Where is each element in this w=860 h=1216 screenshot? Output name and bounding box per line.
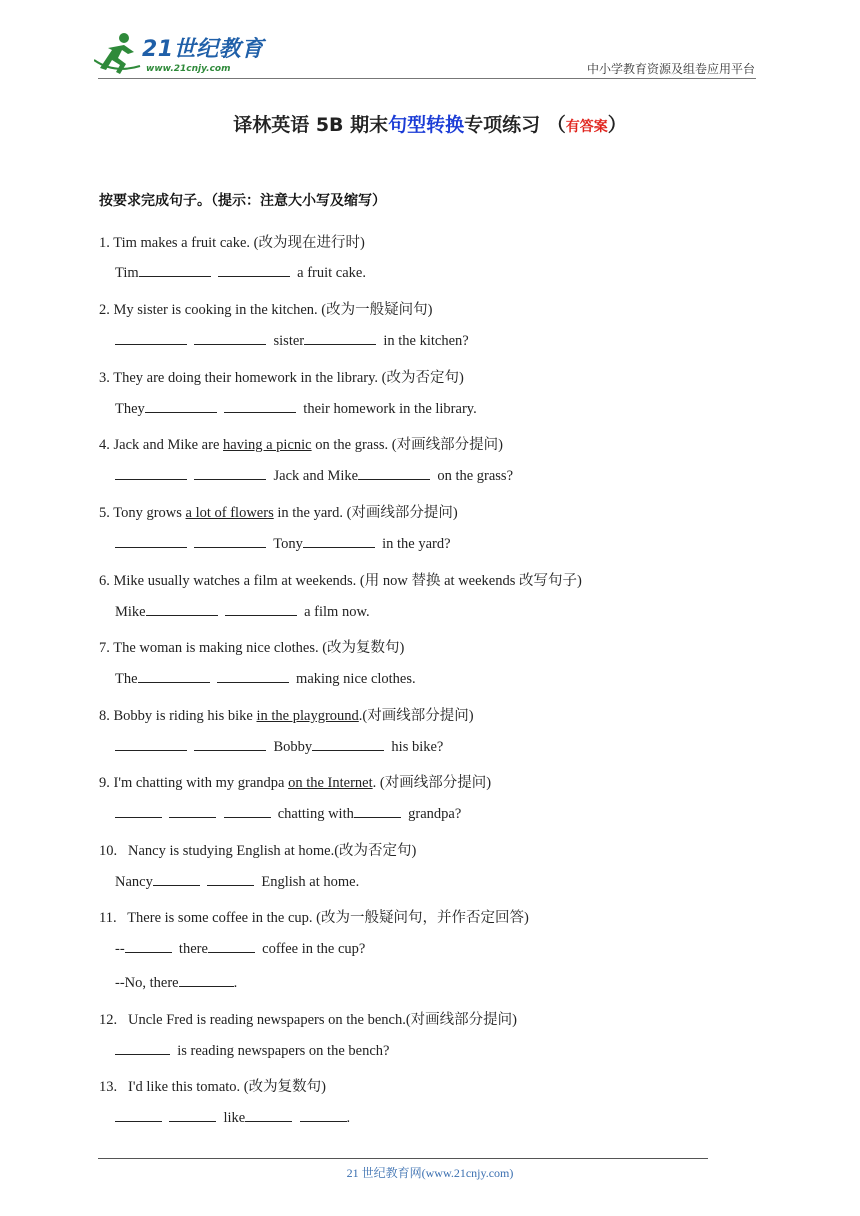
answer-11-reply — [115, 974, 237, 992]
answer-text: Tony — [273, 536, 303, 552]
blank[interactable] — [115, 1042, 170, 1055]
blank[interactable] — [300, 1109, 347, 1122]
question-text: 9. I'm chatting with my grandpa — [99, 775, 289, 791]
answer-text: there — [178, 941, 208, 957]
question-3: 3. They are doing their homework in the library. (改为否定句) — [99, 370, 464, 386]
answer-8 — [115, 738, 443, 756]
blank[interactable] — [153, 873, 200, 886]
question-6: 6. Mike usually watches a film at weekends. (用 now 替换 at weekends 改写句子) — [99, 573, 582, 589]
blank[interactable] — [169, 1109, 216, 1122]
answer-11 — [115, 940, 365, 958]
blank[interactable] — [115, 467, 187, 480]
question-text: . (对画线部分提问) — [372, 775, 492, 791]
answer-9 — [115, 805, 461, 823]
answer-1 — [115, 264, 366, 282]
blank[interactable] — [217, 670, 289, 683]
blank[interactable] — [218, 264, 290, 277]
blank[interactable] — [125, 940, 172, 953]
question-2: 2. My sister is cooking in the kitchen. (改为一般疑问句) — [99, 302, 433, 318]
blank[interactable] — [224, 805, 271, 818]
underlined-phrase: having a picnic — [223, 437, 312, 453]
answer-text: --No, there — [115, 975, 179, 991]
blank[interactable] — [115, 535, 187, 548]
blank[interactable] — [115, 1109, 162, 1122]
page-header — [0, 0, 860, 80]
question-8 — [99, 704, 474, 725]
answer-text: . — [346, 1110, 351, 1126]
question-text: .(对画线部分提问) — [358, 708, 474, 724]
answer-text: . — [233, 975, 238, 991]
title-part-1: 译林英语 5B 期末 — [233, 114, 389, 136]
answer-text: grandpa? — [408, 806, 462, 822]
answer-text: Bobby — [273, 739, 313, 755]
blank[interactable] — [115, 332, 187, 345]
blank[interactable] — [354, 805, 401, 818]
answer-10 — [115, 873, 359, 891]
blank[interactable] — [169, 805, 216, 818]
answer-text: making nice clothes. — [296, 671, 416, 687]
answer-text: in the kitchen? — [383, 333, 469, 349]
answer-2 — [115, 332, 469, 350]
blank[interactable] — [225, 603, 297, 616]
question-11: 11. There is some coffee in the cup. (改为一般疑问句，并作否定回答) — [99, 910, 529, 926]
question-13: 13. I'd like this tomato. (改为复数句) — [99, 1079, 326, 1095]
logo-url: www.21cnjy.com — [146, 64, 231, 74]
answer-text: his bike? — [391, 739, 444, 755]
answer-text: a film now. — [304, 604, 370, 620]
blank[interactable] — [194, 738, 266, 751]
question-4 — [99, 433, 503, 454]
title-highlight: 句型转换 — [388, 114, 465, 136]
answer-text: They — [115, 401, 145, 417]
answer-4 — [115, 467, 513, 485]
answer-text: Jack and Mike — [273, 468, 359, 484]
platform-name: 中小学教育资源及组卷应用平台 — [586, 62, 755, 76]
blank[interactable] — [245, 1109, 292, 1122]
answer-text: their homework in the library. — [303, 401, 477, 417]
answer-13 — [115, 1109, 350, 1127]
answer-text: Nancy — [115, 874, 153, 890]
answer-text: chatting with — [277, 806, 354, 822]
footer-divider — [98, 1158, 708, 1159]
logo-text: 21世纪教育 — [142, 37, 264, 62]
answer-text: coffee in the cup? — [262, 941, 366, 957]
question-12: 12. Uncle Fred is reading newspapers on the bench.(对画线部分提问) — [99, 1012, 517, 1028]
blank[interactable] — [139, 264, 211, 277]
blank[interactable] — [207, 873, 254, 886]
answer-text: English at home. — [261, 874, 360, 890]
footer-link[interactable]: 21 世纪教育网(www.21cnjy.com) — [346, 1166, 514, 1180]
answer-text: Mike — [115, 604, 146, 620]
blank[interactable] — [208, 940, 255, 953]
answer-6 — [115, 603, 370, 621]
blank[interactable] — [146, 603, 218, 616]
answer-text: The — [115, 671, 138, 687]
question-text: 4. Jack and Mike are — [99, 437, 224, 453]
answer-text: in the yard? — [382, 536, 451, 552]
question-1: 1. Tim makes a fruit cake. (改为现在进行时) — [99, 235, 365, 251]
question-7: 7. The woman is making nice clothes. (改为复数句) — [99, 640, 405, 656]
answer-12 — [115, 1042, 389, 1060]
blank[interactable] — [304, 332, 376, 345]
underlined-phrase: on the Internet — [288, 775, 373, 791]
title-answer-note: 有答案 — [565, 119, 608, 135]
answer-text: on the grass? — [437, 468, 514, 484]
answer-text: a fruit cake. — [297, 265, 366, 281]
answer-5 — [115, 535, 451, 553]
blank[interactable] — [224, 400, 296, 413]
underlined-phrase: a lot of flowers — [185, 505, 274, 521]
answer-text: like — [223, 1110, 246, 1126]
blank[interactable] — [194, 535, 266, 548]
blank[interactable] — [303, 535, 375, 548]
blank[interactable] — [312, 738, 384, 751]
question-9 — [99, 771, 491, 792]
blank[interactable] — [115, 805, 162, 818]
question-text: in the yard. (对画线部分提问) — [273, 505, 458, 521]
answer-text: sister — [273, 333, 305, 349]
question-text: 5. Tony grows — [99, 505, 186, 521]
header-divider — [98, 78, 756, 79]
title-part-5: ） — [607, 114, 627, 136]
underlined-phrase: in the playground — [256, 708, 359, 724]
instruction: 按要求完成句子。（提示：注意大小写及缩写） — [99, 193, 386, 209]
answer-7 — [115, 670, 416, 688]
answer-text: Tim — [115, 265, 139, 281]
blank[interactable] — [179, 974, 234, 987]
question-text: 8. Bobby is riding his bike — [99, 708, 257, 724]
question-text: on the grass. (对画线部分提问) — [311, 437, 503, 453]
blank[interactable] — [115, 738, 187, 751]
answer-text: -- — [115, 941, 125, 957]
runner-logo-icon — [94, 30, 142, 76]
site-logo — [94, 30, 264, 80]
page-title — [0, 110, 860, 137]
answer-3 — [115, 400, 477, 418]
answer-text: is reading newspapers on the bench? — [177, 1043, 390, 1059]
question-5 — [99, 501, 458, 522]
blank[interactable] — [194, 467, 266, 480]
blank[interactable] — [138, 670, 210, 683]
blank[interactable] — [358, 467, 430, 480]
blank[interactable] — [145, 400, 217, 413]
title-part-3: 专项练习 （ — [464, 114, 566, 136]
blank[interactable] — [194, 332, 266, 345]
question-10: 10. Nancy is studying English at home.(改为否定句) — [99, 843, 417, 859]
